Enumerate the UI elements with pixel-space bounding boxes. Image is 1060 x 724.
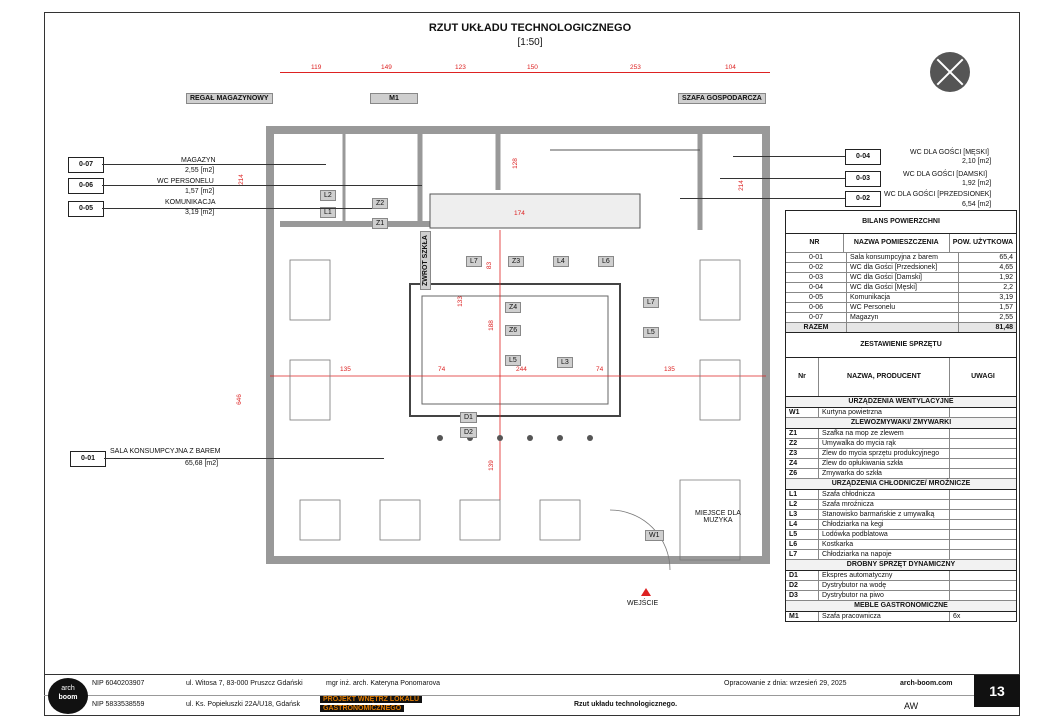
- author: mgr inż. arch. Kateryna Ponomarova: [326, 680, 440, 687]
- sprzet-title: ZESTAWIENIE SPRZĘTU: [786, 333, 1016, 358]
- dim-inner: 74: [438, 366, 446, 373]
- section-header: ZLEWOZMYWAKI/ ZMYWARKI: [786, 418, 1016, 429]
- address-2: ul. Ks. Popiełuszki 22A/U18, Gdańsk: [186, 701, 301, 708]
- dim-inner: 214: [737, 180, 745, 191]
- table-row: W1 Kurtyna powietrzna: [786, 408, 1016, 418]
- project-name-1: PROJEKT WNĘTRZ LOKALU: [320, 696, 422, 703]
- table-row: Z4 Zlew do opłukiwania szkła: [786, 459, 1016, 469]
- drawing-title: RZUT UKŁADU TECHNOLOGICZNEGO: [428, 22, 632, 34]
- equip-tag: L7: [643, 297, 659, 308]
- room-area: 65,68 [m2]: [185, 460, 219, 467]
- label-szafa: SZAFA GOSPODARCZA: [678, 93, 766, 104]
- archboom-logo: arch boom: [48, 678, 88, 714]
- table-row: 0-03 WC dla Gości [Damski] 1,92: [786, 273, 1016, 283]
- equip-tag: L7: [466, 256, 482, 267]
- table-row: L4 Chłodziarka na kegi: [786, 520, 1016, 530]
- equip-tag: Z1: [372, 218, 388, 229]
- room-area: 6,54 [m2]: [962, 201, 992, 208]
- dim-inner: 128: [511, 158, 519, 169]
- table-row: Z6 Zmywarka do szkła: [786, 469, 1016, 479]
- initials: AW: [904, 701, 919, 711]
- north-arrow-icon: [930, 52, 970, 92]
- section-header: DROBNY SPRZĘT DYNAMICZNY: [786, 560, 1016, 571]
- table-row: L6 Kostkarka: [786, 540, 1016, 550]
- equip-tag: D1: [460, 412, 477, 423]
- table-row: D1 Ekspres automatyczny: [786, 571, 1016, 581]
- table-row: 0-02 WC dla Gości [Przedsionek] 4,65: [786, 263, 1016, 273]
- leader-line: [104, 458, 384, 459]
- equip-tag: L5: [505, 355, 521, 366]
- dim-top-6: 104: [725, 64, 736, 71]
- room-code-box: 0-01: [70, 451, 106, 467]
- label-muzyk: MIEJSCE DLA MUZYKA: [695, 510, 741, 524]
- room-name: SALA KONSUMPCYJNA Z BAREM: [110, 448, 221, 455]
- sheet-title: Rzut układu technologicznego.: [574, 701, 678, 708]
- nip-1: NIP 6040203907: [92, 680, 145, 687]
- table-row: L2 Szafa mroźnicza: [786, 500, 1016, 510]
- bilans-total: RAZEM 81,48: [786, 323, 1016, 333]
- room-area: 2,10 [m2]: [962, 158, 992, 165]
- table-row: NR NAZWA POMIESZCZENIA POW. UŻYTKOWA: [786, 234, 1016, 253]
- table-row: Z3 Zlew do mycia sprzętu produkcyjnego: [786, 449, 1016, 459]
- project-name-2: GASTRONOMICZNEGO: [320, 705, 404, 712]
- leader-line: [680, 198, 845, 199]
- leader-line: [102, 208, 372, 209]
- equip-tag: Z4: [505, 302, 521, 313]
- dim-top-1: 119: [311, 64, 322, 71]
- bilans-title: BILANS POWIERZCHNI: [786, 211, 1016, 234]
- table-row: Z1 Szafka na mop ze zlewem: [786, 429, 1016, 439]
- table-row: L5 Lodówka podblatowa: [786, 530, 1016, 540]
- dim-top-5: 253: [630, 64, 641, 71]
- room-area: 3,19 [m2]: [185, 209, 215, 216]
- equip-tag: L3: [557, 357, 573, 368]
- dim-top-2: 149: [381, 64, 392, 71]
- dim-inner: 244: [516, 366, 527, 373]
- equip-tag: L2: [320, 190, 336, 201]
- leader-line: [720, 178, 845, 179]
- room-code-box: 0-05: [68, 201, 104, 217]
- equip-tag: Z2: [372, 198, 388, 209]
- table-row: 0-07 Magazyn 2,55: [786, 313, 1016, 323]
- room-name: MAGAZYN: [181, 157, 216, 164]
- bilans-table: [785, 210, 1017, 622]
- table-row: D2 Dystrybutor na wodę: [786, 581, 1016, 591]
- table-row: 0-05 Komunikacja 3,19: [786, 293, 1016, 303]
- equip-tag: Z6: [505, 325, 521, 336]
- website: arch-boom.com: [900, 680, 953, 687]
- section-header: URZĄDZENIA CHŁODNICZE/ MROŹNICZE: [786, 479, 1016, 490]
- room-code-box: 0-07: [68, 157, 104, 173]
- room-name: WC DLA GOŚCI [PRZEDSIONEK]: [884, 191, 992, 198]
- equip-tag: L1: [320, 207, 336, 218]
- equip-tag: D2: [460, 427, 477, 438]
- label-wejscie: WEJŚCIE: [627, 600, 659, 607]
- table-row: 0-04 WC dla Gości [Męski] 2,2: [786, 283, 1016, 293]
- dim-inner: 135: [664, 366, 675, 373]
- dim-inner: 139: [487, 460, 495, 471]
- label-m1: M1: [370, 93, 418, 104]
- address-1: ul. Witosa 7, 83-000 Pruszcz Gdański: [186, 680, 303, 687]
- page-number: 13: [974, 675, 1020, 707]
- room-name: WC DLA GOŚCI [DAMSKI]: [903, 171, 988, 178]
- room-code-box: 0-06: [68, 178, 104, 194]
- leader-line: [102, 185, 422, 186]
- equip-tag: L4: [553, 256, 569, 267]
- room-code-box: 0-02: [845, 191, 881, 207]
- label-regal: REGAŁ MAGAZYNOWY: [186, 93, 273, 104]
- table-row: 0-01 Sala konsumpcyjna z barem 65,4: [786, 253, 1016, 263]
- room-code-box: 0-03: [845, 171, 881, 187]
- room-area: 1,92 [m2]: [962, 180, 992, 187]
- dim-top-4: 150: [527, 64, 538, 71]
- issue-date: Opracowanie z dnia: wrzesień 29, 2025: [724, 680, 847, 687]
- room-name: WC PERSONELU: [157, 178, 214, 185]
- entrance-arrow-icon: [641, 588, 651, 596]
- dim-inner: 188: [487, 320, 495, 331]
- dim-inner: 214: [237, 174, 245, 185]
- top-dimension-line: [280, 72, 770, 73]
- table-row: L7 Chłodziarka na napoje: [786, 550, 1016, 560]
- dim-inner: 174: [514, 210, 525, 217]
- table-row: D3 Dystrybutor na piwo: [786, 591, 1016, 601]
- table-row: L3 Stanowisko barmańskie z umywalką: [786, 510, 1016, 520]
- equip-tag: W1: [645, 530, 664, 541]
- nip-2: NIP 5833538559: [92, 701, 145, 708]
- room-code-box: 0-04: [845, 149, 881, 165]
- dim-inner: 646: [235, 394, 243, 405]
- leader-line: [733, 156, 845, 157]
- dim-inner: 74: [596, 366, 604, 373]
- room-area: 2,55 [m2]: [185, 167, 215, 174]
- room-name: WC DLA GOŚCI [MĘSKI]: [910, 149, 989, 156]
- drawing-scale: [1:50]: [517, 37, 543, 48]
- table-row: 0-06 WC Personelu 1,57: [786, 303, 1016, 313]
- table-row: Z2 Umywalka do mycia rąk: [786, 439, 1016, 449]
- title-block: [44, 674, 1020, 717]
- dim-inner: 83: [486, 261, 494, 270]
- table-row: Nr NAZWA, PRODUCENT UWAGI: [786, 358, 1016, 397]
- label-zwrot: ZWROT SZKŁA: [420, 231, 431, 290]
- equip-tag: Z3: [508, 256, 524, 267]
- room-name: KOMUNIKACJA: [165, 199, 216, 206]
- room-area: 1,57 [m2]: [185, 188, 215, 195]
- table-row: L1 Szafa chłodnicza: [786, 490, 1016, 500]
- section-header: MEBLE GASTRONOMICZNE: [786, 601, 1016, 612]
- dim-inner: 135: [340, 366, 351, 373]
- equip-tag: L5: [643, 327, 659, 338]
- dim-top-3: 123: [455, 64, 466, 71]
- section-header: URZĄDZENIA WENTYLACYJNE: [786, 397, 1016, 408]
- leader-line: [102, 164, 326, 165]
- floor-plan: [270, 120, 770, 570]
- dim-inner: 133: [456, 296, 464, 307]
- footer-divider: [44, 695, 1020, 696]
- table-row: M1 Szafa pracownicza 6x: [786, 612, 1016, 621]
- equip-tag: L6: [598, 256, 614, 267]
